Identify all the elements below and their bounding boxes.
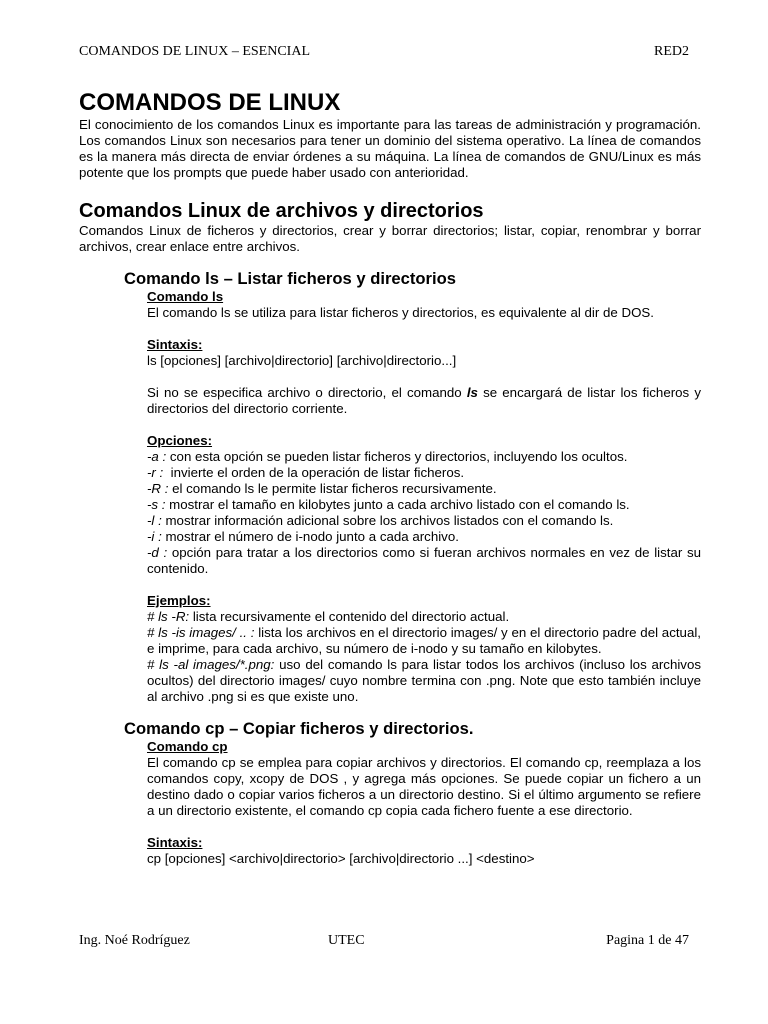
option-flag: -R : [147, 481, 169, 496]
example-text: uso del comando ls para listar todos los archivos (incluso los archivos ocultos) del directorio images/ cuyo nombre termina con .png. Note que esto también incluye al archivo .png si es que existe uno. [147, 657, 701, 704]
option-text: mostrar el número de i-nodo junto a cada archivo. [161, 529, 459, 544]
ls-command-text: El comando ls se utiliza para listar ficheros y directorios, es equivalente al dir de DOS. [147, 305, 654, 320]
cp-body [147, 739, 701, 867]
ls-example-item [147, 657, 701, 705]
footer-page-number: Pagina 1 de 47 [606, 933, 689, 948]
option-flag: -l : [147, 513, 162, 528]
page-title: COMANDOS DE LINUX [79, 89, 341, 116]
ls-syntax: ls [opciones] [archivo|directorio] [archivo|directorio...] [147, 353, 457, 368]
intro-paragraph: El conocimiento de los comandos Linux es importante para las tareas de administración y programación. Los comandos Linux son necesarios para tener un dominio del sistema operativo. La línea de comandos es la manera más directa de enviar órdenes a su máquina. La línea de comandos de GNU/Linux es más potente que los prompts que puede haber usado con anterioridad. [79, 117, 701, 180]
cp-syntax-label: Sintaxis: [147, 835, 203, 850]
footer-author: Ing. Noé Rodríguez [79, 933, 190, 948]
ls-options-label: Opciones: [147, 433, 213, 448]
header-left-text: COMANDOS DE LINUX – ESENCIAL [79, 44, 310, 59]
page-content [79, 89, 701, 867]
option-text: invierte el orden de la operación de listar ficheros. [163, 465, 465, 480]
option-text: opción para tratar a los directorios como si fueran archivos normales en vez de listar su contenido. [147, 545, 701, 576]
example-text: lista recursivamente el contenido del directorio actual. [189, 609, 510, 624]
ls-option-item [147, 529, 701, 545]
option-text: mostrar el tamaño en kilobytes junto a cada archivo listado con el comando ls. [165, 497, 630, 512]
ls-option-item [147, 465, 701, 481]
section-paragraph: Comandos Linux de ficheros y directorios, crear y borrar directorios; listar, copiar, renombrar y borrar archivos, crear enlace entre archivos. [79, 223, 701, 254]
example-cmd: # ls -al images/*.png: [147, 657, 275, 672]
ls-note-after: se encargará de listar los ficheros y directorios del directorio corriente. [147, 385, 701, 416]
ls-option-item [147, 545, 701, 577]
cp-command-label: Comando cp [147, 739, 228, 754]
cp-syntax: cp [opciones] <archivo|directorio> [archivo|directorio ...] <destino> [147, 851, 535, 866]
option-flag: -r : [147, 465, 164, 480]
ls-option-item [147, 449, 701, 465]
cp-command-text: El comando cp se emplea para copiar archivos y directorios. El comando cp, reemplaza a los comandos copy, xcopy de DOS , y agrega más opciones. Se puede copiar un fichero a un destino dado o copiar varios ficheros a un directorio destino. Si el último argumento se refiere a un directorio existente, el comando cp copia cada fichero fuente a ese directorio. [147, 755, 701, 818]
section-heading: Comandos Linux de archivos y directorios [79, 200, 484, 222]
option-text: el comando ls le permite listar ficheros recursivamente. [168, 481, 497, 496]
ls-body [147, 289, 701, 705]
example-text: lista los archivos en el directorio images/ y en el directorio padre del actual, e imprime, para cada archivo, su número de i-nodo y su tamaño en kilobytes. [147, 625, 701, 656]
option-text: mostrar información adicional sobre los archivos listados con el comando ls. [161, 513, 614, 528]
example-cmd: # ls -is images/ .. : [147, 625, 255, 640]
option-flag: -s : [147, 497, 166, 512]
ls-note-before: Si no se especifica archivo o directorio, el comando [147, 385, 467, 400]
ls-syntax-label: Sintaxis: [147, 337, 203, 352]
ls-section [124, 269, 701, 867]
ls-command-label: Comando ls [147, 289, 224, 304]
example-cmd: # ls -R: [147, 609, 190, 624]
ls-note-cmd: ls [466, 385, 478, 400]
ls-option-item [147, 497, 701, 513]
ls-examples-label: Ejemplos: [147, 593, 211, 608]
ls-option-item [147, 513, 701, 529]
ls-note [147, 385, 701, 417]
option-text: con esta opción se pueden listar ficheros y directorios, incluyendo los ocultos. [166, 449, 628, 464]
page-footer [79, 933, 689, 951]
page-header [79, 44, 689, 62]
ls-example-item [147, 609, 701, 625]
cp-heading: Comando cp – Copiar ficheros y directorios. [124, 719, 474, 738]
ls-heading: Comando ls – Listar ficheros y directorios [124, 269, 456, 288]
footer-institution: UTEC [328, 933, 365, 948]
ls-option-item [147, 481, 701, 497]
option-flag: -i : [147, 529, 162, 544]
option-flag: -a : [147, 449, 167, 464]
option-flag: -d : [147, 545, 168, 560]
ls-example-item [147, 625, 701, 657]
header-right-text: RED2 [654, 44, 689, 59]
